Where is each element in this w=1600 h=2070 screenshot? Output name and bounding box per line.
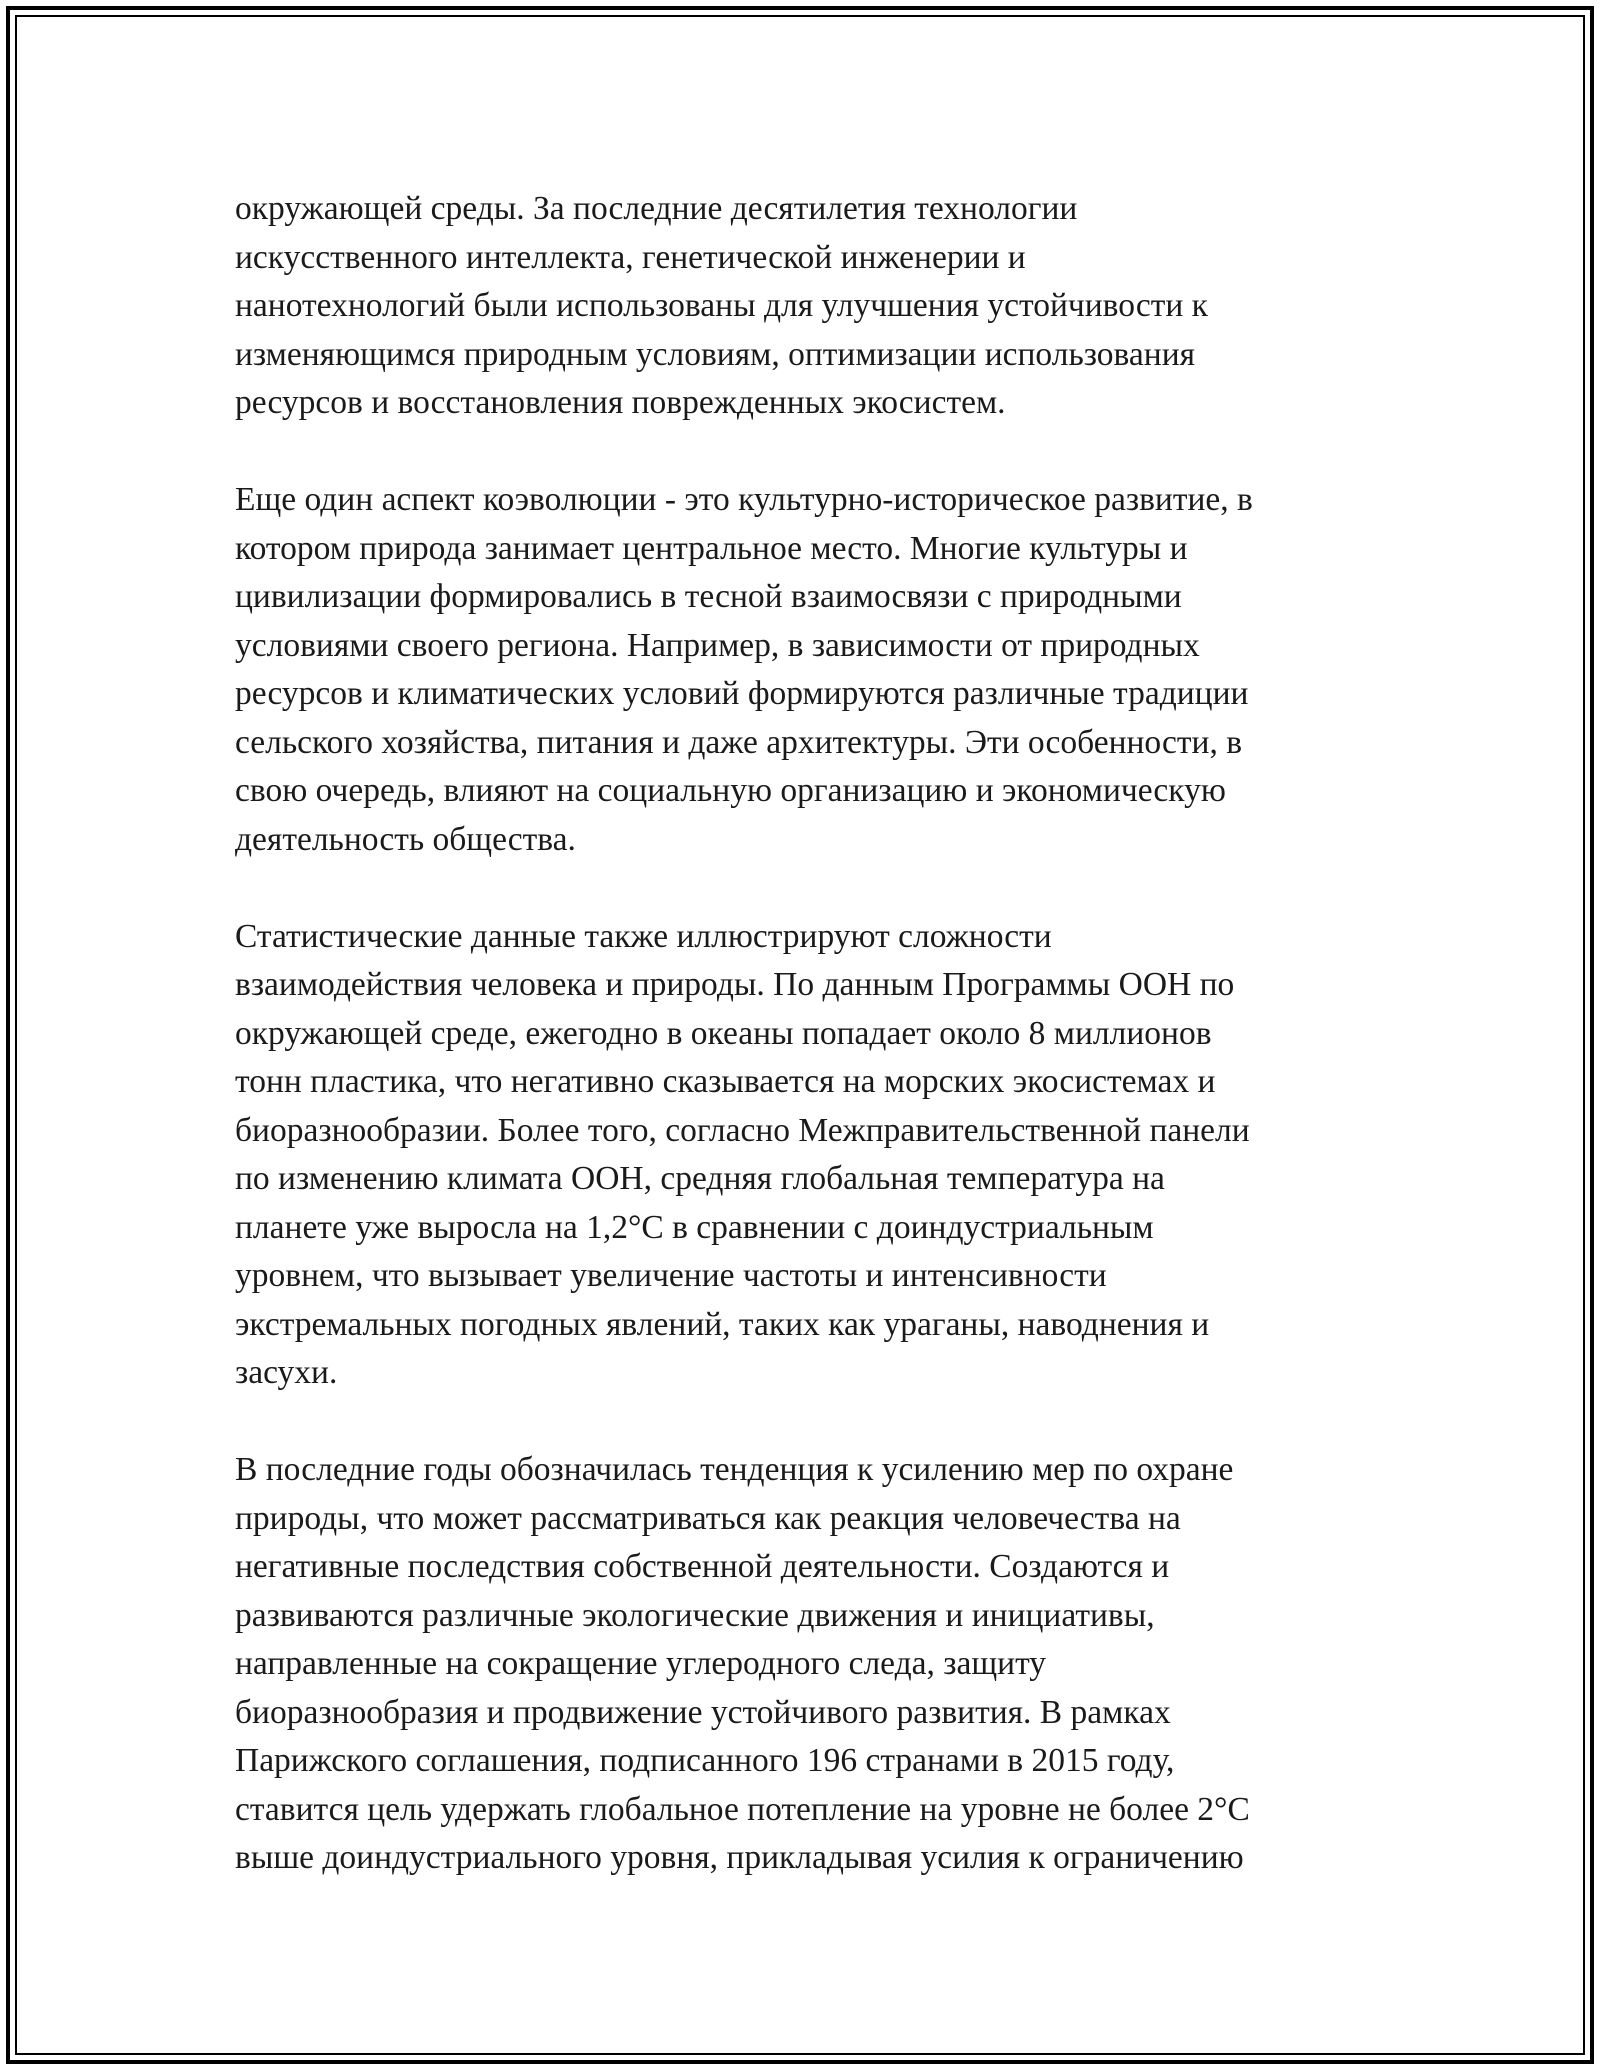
paragraph-statistics: Статистические данные также иллюстрируют сложности взаимодействия человека и природы. По данным Программы ООН по окружающей среде, ежегодно в океаны попадает около 8 миллионов тонн пластика, что негативно сказывается на морских экосистемах и биоразнообразии. Более того, согласно Межправительственной панели по изменению климата ООН, средняя глобальная температура на планете уже выросла на 1,2°C в сравнении с доиндустриальным уровнем, что вызывает увеличение частоты и интенсивности экстремальных погодных явлений, таких как ураганы, наводнения и засухи. [235, 917, 1250, 1391]
paragraph-cultural-coevolution: Еще один аспект коэволюции - это культурно-историческое развитие, в котором природа занимает центральное место. Многие культуры и цивилизации формировались в тесной взаимосвязи с природными условиями своего региона. Например, в зависимости от природных ресурсов и климатических условий формируются различные традиции сельского хозяйства, питания и даже архитектуры. Эти особенности, в свою очередь, влияют на социальную организацию и экономическую деятельность общества. [235, 481, 1253, 858]
paragraph-conservation-trend: В последние годы обозначилась тенденция к усилению мер по охране природы, что может рассматриваться как реакция человечества на негативные последствия собственной деятельности. Создаются и развиваются различные экологические движения и инициативы, направленные на сокращение углеродного следа, защиту биоразнообразия и продвижение устойчивого развития. В рамках Парижского соглашения, подписанного 196 странами в 2015 году, ставится цель удержать глобальное потепление на уровне не более 2°C выше доиндустриального уровня, прикладывая усилия к ограничению [235, 1451, 1250, 1876]
document-body [235, 185, 1415, 1883]
paragraph-environment-technologies: окружающей среды. За последние десятилетия технологии искусственного интеллекта, генетической инженерии и нанотехнологий были использованы для улучшения устойчивости к изменяющимся природным условиям, оптимизации использования ресурсов и восстановления поврежденных экосистем. [235, 190, 1208, 421]
